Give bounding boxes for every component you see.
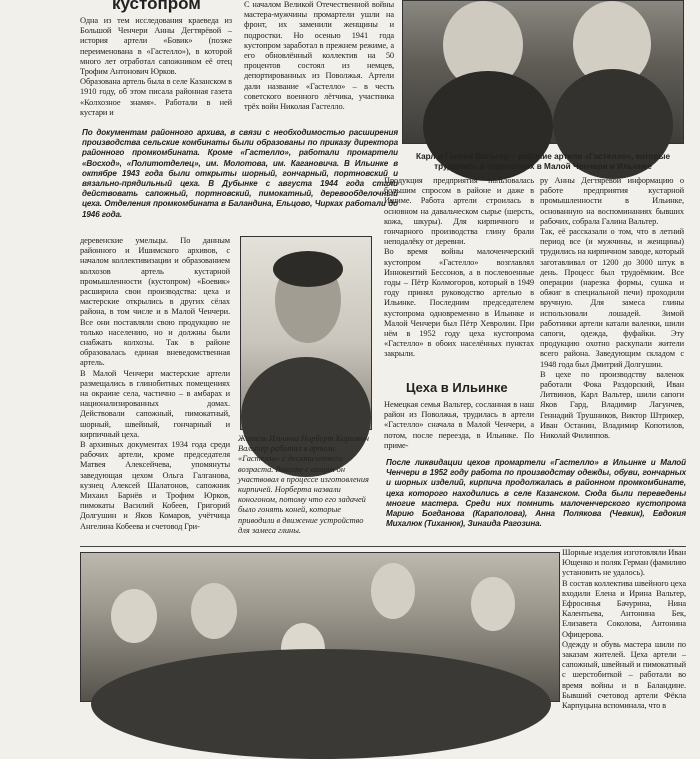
column-1-top: Одна из тем исследования краеведа из Большой Ченчери Анны Дегтярёвой – история артели «Бовик» (позже переименована в «Гастелло»), в которой много лет отработал сапожником её отец Трофим Антонович Юрков. Образована артель была в селе Казанском в 1910 году, об этом писала районная газета «Колхозное знамя». Работали в ней кустари и [80,16,232,117]
person-silhouette [371,563,415,619]
column-5-bottom: Шорные изделия изготовляли Иван Ющенко и поляк Герман (фамилию установить не удалось). В состав коллектива швейного цеха входили Елена и Ирина Вальтер, Ефросинья Бачурина, Нина Калентьева, Антонина Бек, Елизавета Соколова, Антонина Офицерова. Одежду и обувь мастера шили по заказам жителей. Цеха артели – сапожный, швейный и пимокатный с шерстобиткой – работали во время войны и в Баландине. Бывший счетовод артели Фёкла Карпуцына вспоминала, что в [562,548,686,711]
person-silhouette [191,583,237,639]
column-3-mid: Продукция предприятия пользовалась большим спросом в районе и даже в Ишиме. Работа артели строилась в основном на давальческом сырье (шерсть, кожа, шкуры). Для кирпичного и гончарного производства глину брали неподалёку от деревни. Во время войны малоченчерский кустопром «Гастелло» возглавлял Иннокентий Бессонов, а в послевоенные годы – Пётр Колмогоров, который в 1949 году принял руководство артелью в Ильинке. Последним председателем кустопрома одновременно в Ильинке и Малой Ченчери был Пётр Хевролин. При нём в 1952 году цеха кустопрома «Гастелло» в обоих населённых пунктах закрыли. [384,176,534,359]
person-silhouette [91,649,551,759]
person-silhouette [471,577,515,631]
person-silhouette [111,589,157,643]
column-2-top: С началом Великой Отечественной войны мастера-мужчины промартели ушли на фронт, их заменили женщины и подростки. Но осенью 1941 года кустопром заработал в прежнем режиме, а его обновлённый коллектив на 50 процентов состоял из немцев, депортированных из Поволжья. Артели дали название «Гастелло» – в честь советского военного лётчика, участника трёх войн Николая Гастелло. [244,0,394,112]
archive-callout: По документам районного архива, в связи с необходимостью расширения производства сельские комбинаты были образованы по приказу директора районного промкомбината. Кроме «Гастелло», работали промартели «Восход», «Политотделец», им. Молотова, им. Кагановича. В Ильинке в октябре 1943 года были открыты шорный, гончарный, портновский и вязально-прядильный цеха. В Дубынке с августа 1944 года стали действовать сапожный, портновский, пимокатный, деревообделочный цеха. Отделения промкомбината в Баландина, Ельцово, Чирках работали до 1946 года. [82,128,398,219]
section-subhead: Цеха в Ильинке [406,380,508,395]
person-hair [273,251,343,287]
column-3-bottom: Немецкая семья Вальтер, сосланная в наш район из Поволжья, трудилась в артели «Гастелло» сначала в Малой Ченчери, а потом, после переезда, в Ильинке. По приме- [384,400,534,450]
portrait-photo-norbert-walter [240,236,372,430]
divider-line [80,546,686,547]
top-photo-walter-couple [402,0,684,144]
portrait-caption: Житель Ильинки Норберт Карлович Вальтер работал в артели «Гастелло» с десятилетнего возраста. Вместе с отцом он участвовал в процессе изготовления кирпичей. Норберта назвали коногоном, потому что его задачей было гонять коней, которые приводили в движение устройство для замеса глины. [238,434,369,535]
column-1-mid: деревенские умельцы. По данным районного и Ишимского архивов, с началом коллективизации и образованием колхозов артель кустарной промышленности (кустопром) «Боевик» расширила свои производства: цеха и мастерские открылись в других сёлах района, в том числе и в Малой Ченчери. Все они поставляли свою продукцию не только населению, но и должны были снабжать колхозы. Так в районе образовалась единая вневедомственная артель. В Малой Ченчери мастерские артели размещались в глинобитных помещениях на окраине села, частично – в амбарах и национализированных домах. Действовали сапожный, пимокатный, шорный, швейный, гончарный и кирпичный цеха. В архивных документах 1934 года среди рабочих артели, кроме председателя Матвея Алексейчева, упомянуты заведующая цехом Ольга Галганова, кузнец Алексей Шалатонов, сапожник Михаил Барнёв и Трофим Юрков, пимокаты Василий Кобеев, Григорий Долгушин и Яков Комаров, учётчица Ангелина Кобеева и счетовод Гри- [80,236,230,531]
top-photo-caption: Карл и Гелена Вальтер – рабочие артели «Гастелло», которые трудились в отделениях в Малой Ченчери и Ильинке [415,152,670,172]
column-4-mid: ру Анны Дегтярёвой информацию о работе предприятия кустарной промышленности в Ильинке, основанную на воспоминаниях бывших рабочих, собрала Галина Вальтер. Так, её рассказали о том, что в летний период все (и мужчины, и женщины) трудились на кирпичном заводе, который заготавливал от 1200 до 3000 штук в день. Процесс был трудоёмким. Все операции (нарезка формы, сушка и обжиг в специальной печи) проходили вручную. Для замеса глины использовали лошадей. Зимой работники артели катали валенки, шили сапоги, одежда, фуфайки. Эту продукцию охотно раскупали жители всего района. Заведующим складом с 1948 года был Дмитрий Долгушин. В цехе по производству валенок работали Фока Раздорский, Иван Литвинов, Карл Вальтер, шили сапоги Яков Гард, Владимир Лагунчев, Геннадий Трушников, Виктор Штрикер, Иван Останин, Владимир Копотилов, Николай Филиппов. [540,176,684,441]
headline-fragment: кустопром [112,0,201,13]
bottom-group-photo [80,552,560,702]
liquidation-callout: После ликвидации цехов промартели «Гастелло» в Ильинке и Малой Ченчери в 1952 году работа по производству одежды, обуви, гончарных и шорных изделий, кирпича продолжалась в районном промкомбинате, цеха которого находились в селе Казанском. Сюда были переведены многие мастера. Среди них помнить малоченчерского кустопрома Марию Богданова (Караполова), Анна Полякова (Чевкик), Евдокия Михалюк (Тиханюк), Зинаида Рагозина. [386,458,686,529]
